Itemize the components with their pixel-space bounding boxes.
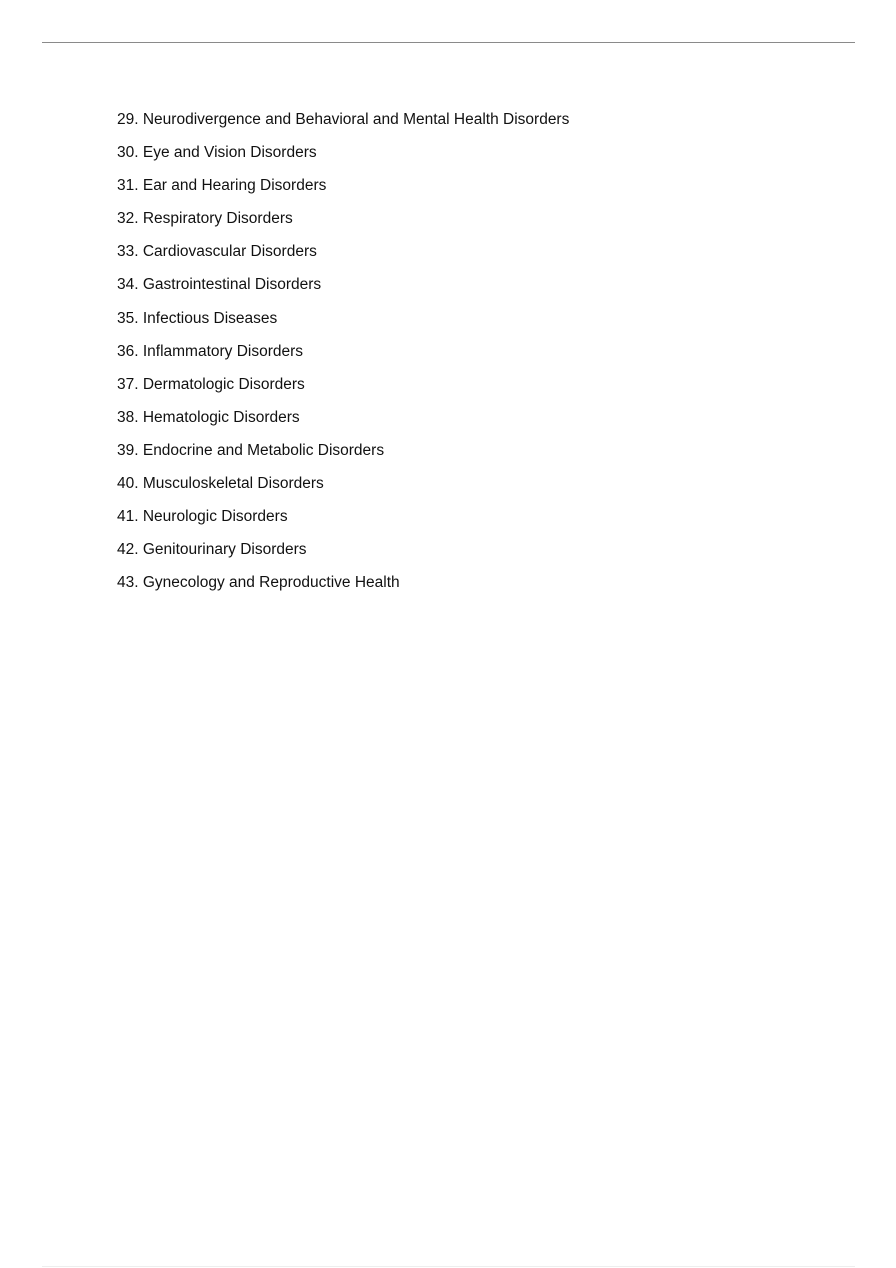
toc-item-29: 29. Neurodivergence and Behavioral and Mental Health Disorders xyxy=(117,111,570,128)
toc-item-39: 39. Endocrine and Metabolic Disorders xyxy=(117,441,385,459)
toc-item-38: 38. Hematologic Disorders xyxy=(117,408,300,426)
toc-item-40: 40. Musculoskeletal Disorders xyxy=(117,475,324,493)
toc-item-41: 41. Neurologic Disorders xyxy=(117,508,288,526)
toc-item-31: 31. Ear and Hearing Disorders xyxy=(117,177,327,195)
table-of-contents-list xyxy=(117,108,569,604)
toc-item-30: 30. Eye and Vision Disorders xyxy=(117,144,317,162)
toc-item-36: 36. Inflammatory Disorders xyxy=(117,342,304,360)
toc-item-34: 34. Gastrointestinal Disorders xyxy=(117,276,322,294)
toc-item-33: 33. Cardiovascular Disorders xyxy=(117,243,317,261)
toc-item-37: 37. Dermatologic Disorders xyxy=(117,375,305,393)
footer-divider xyxy=(42,1266,855,1267)
toc-item-35: 35. Infectious Diseases xyxy=(117,309,278,327)
header-divider xyxy=(42,42,855,43)
toc-item-43: 43. Gynecology and Reproductive Health xyxy=(117,574,400,592)
toc-item-42: 42. Genitourinary Disorders xyxy=(117,541,307,559)
toc-item-32: 32. Respiratory Disorders xyxy=(117,210,293,228)
